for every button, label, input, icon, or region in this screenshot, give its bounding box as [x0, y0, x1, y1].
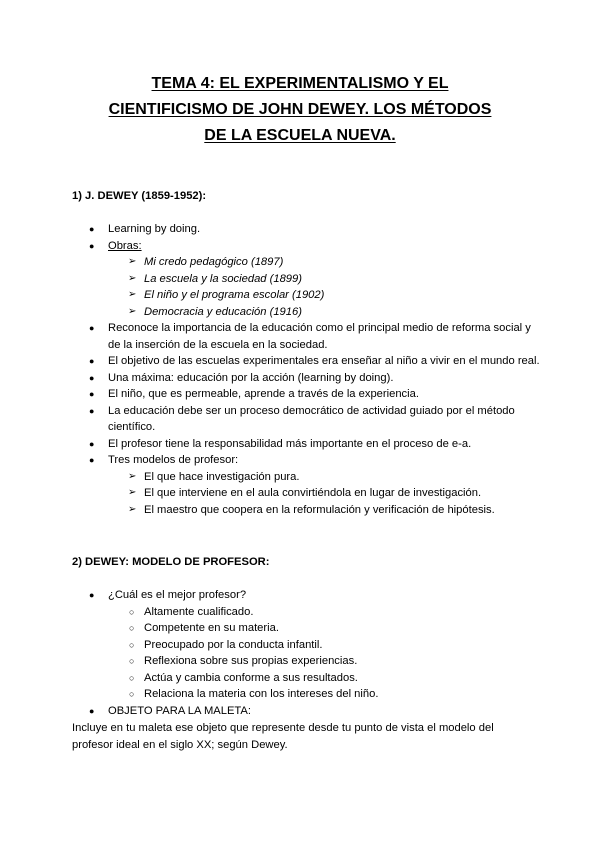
list-item	[72, 452, 542, 469]
list-item	[72, 386, 542, 403]
bullet-disc: ●	[89, 389, 95, 399]
list-subitem	[72, 485, 542, 502]
list-subitem	[72, 670, 542, 687]
list-item	[72, 353, 542, 370]
bullet-circle: ○	[129, 639, 135, 650]
list-item-text: Relaciona la materia con los intereses del niño.	[144, 688, 379, 700]
bullet-disc: ●	[89, 590, 95, 600]
list-item	[72, 703, 542, 720]
bullet-arrow: ➢	[128, 256, 137, 267]
section-1-list	[72, 221, 542, 518]
list-item-text: El que interviene en el aula convirtiéndola en lugar de investigación.	[144, 487, 482, 499]
bullet-circle: ○	[129, 606, 135, 617]
list-item-text: El niño y el programa escolar (1902)	[144, 289, 325, 301]
bullet-circle: ○	[129, 623, 135, 633]
list-item	[72, 403, 542, 436]
list-item-text: Una máxima: educación por la acción (learning by doing).	[108, 371, 394, 384]
bullet-disc: ●	[89, 372, 95, 383]
bullet-arrow: ➢	[128, 487, 137, 498]
list-item-text: El maestro que coopera en la reformulación y verificación de hipótesis.	[144, 503, 495, 516]
list-subitem	[72, 469, 542, 486]
bullet-circle: ○	[129, 689, 135, 699]
bullet-disc: ●	[89, 405, 95, 416]
bullet-arrow: ➢	[128, 470, 137, 482]
section-1-heading: 1) J. DEWEY (1859-1952):	[72, 190, 207, 202]
bullet-disc: ●	[89, 455, 95, 465]
list-item-text: El objetivo de las escuelas experimentales era enseñar al niño a vivir en el mundo real.	[108, 355, 540, 367]
list-item-text: Altamente cualificado.	[144, 605, 254, 618]
list-subitem	[72, 620, 542, 637]
bullet-disc: ●	[89, 224, 95, 234]
section-2-list	[72, 587, 542, 719]
list-item-text: ¿Cuál es el mejor profesor?	[108, 589, 247, 601]
title-line-1: TEMA 4: EL EXPERIMENTALISMO Y EL	[151, 75, 449, 92]
bullet-arrow: ➢	[128, 289, 137, 300]
bullet-disc: ●	[89, 356, 95, 366]
list-subitem	[72, 604, 542, 621]
list-item	[72, 320, 542, 353]
list-item-text: OBJETO PARA LA MALETA:	[108, 704, 251, 717]
list-item-text: La educación debe ser un proceso democrático de actividad guiado por el método científico.	[108, 404, 515, 433]
list-item-text: El niño, que es permeable, aprende a través de la experiencia.	[108, 388, 419, 400]
bullet-disc: ●	[89, 438, 95, 449]
list-item	[72, 221, 542, 238]
list-item	[72, 370, 542, 387]
list-subitem	[72, 502, 542, 519]
title-line-2: CIENTIFICISMO DE JOHN DEWEY. LOS MÉTODOS	[108, 101, 492, 118]
bullet-disc: ●	[89, 705, 95, 716]
list-subitem	[72, 653, 542, 670]
list-subitem	[72, 304, 542, 321]
list-subitem	[72, 637, 542, 654]
list-item-text: Learning by doing.	[108, 223, 201, 235]
section-2-heading: 2) DEWEY: MODELO DE PROFESOR:	[72, 556, 270, 568]
list-subitem	[72, 686, 542, 703]
bullet-circle: ○	[129, 672, 135, 683]
list-item-text: Democracia y educación (1916)	[144, 305, 302, 318]
list-item-text: Mi credo pedagógico (1897)	[144, 256, 284, 268]
list-item-text: Tres modelos de profesor:	[108, 454, 239, 466]
list-subitem	[72, 287, 542, 304]
bullet-disc: ●	[89, 323, 95, 333]
list-item	[72, 436, 542, 453]
list-item-text: Reflexiona sobre sus propias experiencias.	[144, 655, 358, 667]
list-subitem	[72, 271, 542, 288]
list-item	[72, 238, 542, 255]
title-line-3: DE LA ESCUELA NUEVA.	[204, 127, 396, 144]
list-item-text: Obras:	[108, 239, 142, 252]
document-title	[60, 71, 540, 149]
list-item-text: Preocupado por la conducta infantil.	[144, 638, 323, 651]
list-item	[72, 587, 542, 604]
bullet-arrow: ➢	[128, 503, 137, 515]
list-subitem	[72, 254, 542, 271]
list-item-text: La escuela y la sociedad (1899)	[144, 272, 302, 285]
bullet-arrow: ➢	[128, 305, 137, 317]
bullet-disc: ●	[89, 240, 95, 251]
list-item-text: Actúa y cambia conforme a sus resultados.	[144, 671, 358, 684]
list-item-text: El que hace investigación pura.	[144, 470, 300, 483]
list-item-text: Reconoce la importancia de la educación como el principal medio de reforma social y de la inserción de la escuela en la sociedad.	[108, 322, 531, 351]
list-item-text: Competente en su materia.	[144, 622, 279, 634]
bullet-arrow: ➢	[128, 272, 137, 284]
bullet-circle: ○	[129, 656, 135, 666]
closing-paragraph: Incluye en tu maleta ese objeto que represente desde tu punto de vista el modelo del profesor ideal en el siglo XX; según Dewey.	[72, 722, 494, 751]
list-item-text: El profesor tiene la responsabilidad más importante en el proceso de e-a.	[108, 437, 472, 450]
